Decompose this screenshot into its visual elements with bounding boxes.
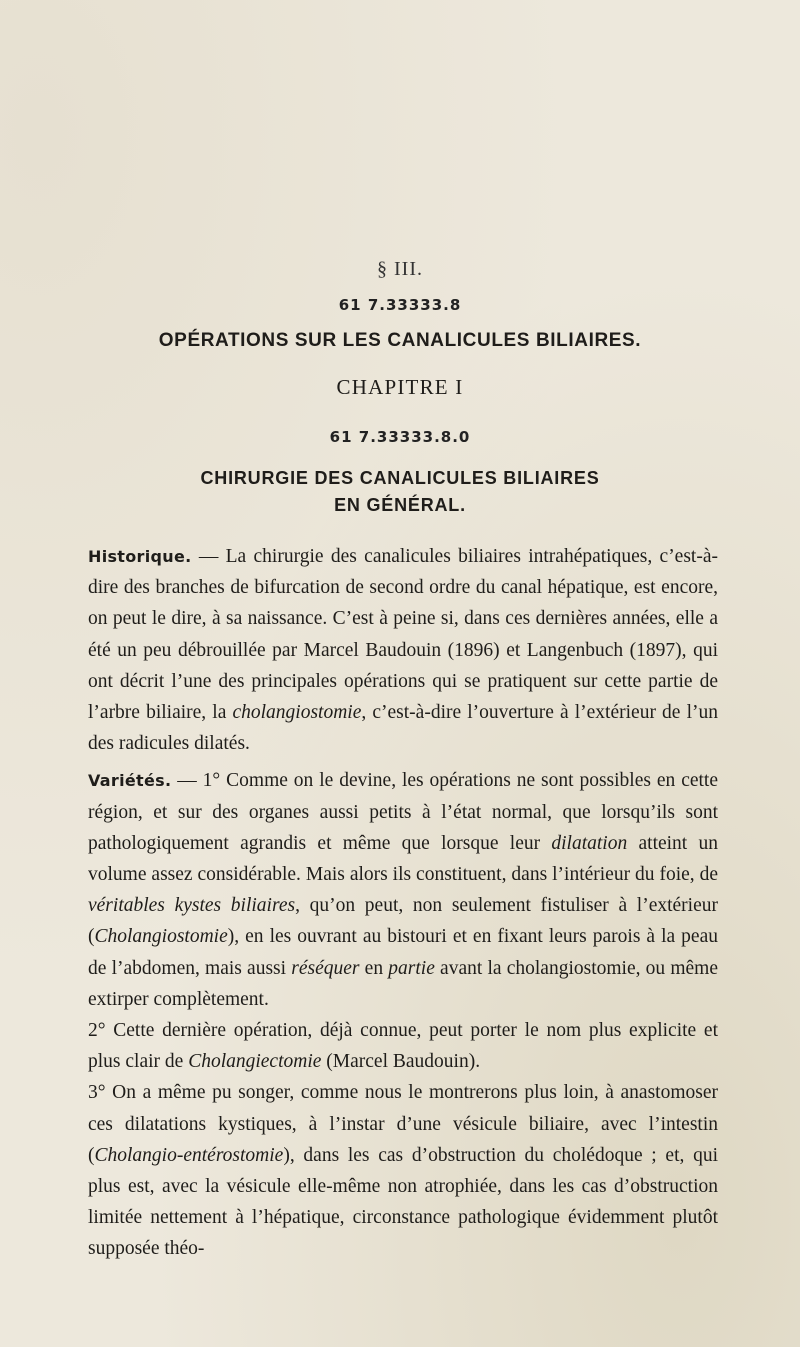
italic-term: Cholangiectomie (188, 1051, 322, 1073)
paragraph-point-2 (88, 1015, 718, 1077)
text-run: ), en les ouvrant au bistouri et en fixant leurs parois à la peau de l’abdomen, mais aussi (88, 926, 718, 979)
chapter-classification-code: 61 7.33333.8.0 (329, 428, 471, 446)
italic-term: véritables kystes biliaires (88, 895, 296, 917)
part-title: OPÉRATIONS SUR LES CANALICULES BILIAIRES. (158, 330, 642, 351)
text-run: — 1° Comme on le devine, les opérations ne sont possibles en cette région, et sur des organes aussi petits à l’état normal, que lorsqu’ils sont pathologiquement agrandis et même que lorsque leur (88, 770, 718, 854)
paragraph-varietes (88, 765, 718, 1015)
classification-code: 61 7.33333.8 (338, 296, 462, 314)
text-run: en (359, 957, 389, 979)
section-mark: § III. (377, 258, 423, 280)
chapter-title-line-1: CHIRURGIE DES CANALICULES BILIAIRES (200, 468, 600, 488)
heading-historique: Historique. (88, 547, 192, 566)
italic-term: réséquer (291, 957, 360, 979)
italic-term: cholangiostomie (232, 702, 362, 724)
body-text (88, 541, 718, 1265)
italic-term: partie (388, 957, 435, 979)
italic-term: dilatation (551, 832, 628, 854)
text-run: avant la cholangiostomie, ou même extirper complètement. (88, 957, 719, 1010)
chapter-label: CHAPITRE I (336, 375, 464, 399)
text-run: ), dans les cas d’obstruction du cholédoque ; et, qui plus est, avec la vésicule elle-même non atrophiée, dans les cas d’obstruction limitée nettement à l’hépatique, circonstance pathologique évidemment plutôt supposée théo- (88, 1144, 718, 1260)
paragraph-historique (88, 541, 718, 759)
paragraph-point-3 (88, 1077, 718, 1264)
text-run: , c’est-à-dire l’ouverture à l’extérieur de l’un des radicules dilatés. (88, 702, 718, 755)
text-run: (Marcel Baudouin). (321, 1051, 481, 1073)
chapter-title (0, 465, 800, 519)
heading-varietes: Variétés. (88, 771, 172, 791)
text-run: 2° Cette dernière opération, déjà connue, peut porter le nom plus explicite et plus clair de (88, 1020, 718, 1073)
text-run: atteint un volume assez considérable. Mais alors ils constituent, dans l’intérieur du foie, de (88, 832, 718, 886)
italic-term: Cholangiostomie (94, 926, 228, 948)
text-run: — La chirurgie des canalicules biliaires intrahépatiques, c’est-à-dire des branches de bifurcation de second ordre du canal hépatique, est encore, on peut le dire, à sa naissance. C’est à peine si, dans ces dernières années, elle a été un peu débrouillée par Marcel Baudouin (1896) et Langenbuch (1897), qui ont décrit l’une des principales opérations qui se pratiquent sur cette partie de l’arbre biliaire, la (88, 546, 718, 724)
chapter-title-line-2: EN GÉNÉRAL. (334, 495, 466, 515)
italic-term: Cholangio-entérostomie (94, 1144, 284, 1166)
text-run: 3° On a même pu songer, comme nous le montrerons plus loin, à anastomoser ces dilatations kystiques, à l’instar d’une vésicule biliaire, avec l’intestin ( (88, 1082, 718, 1166)
text-run: , qu’on peut, non seulement fistuliser à l’extérieur ( (88, 895, 718, 948)
